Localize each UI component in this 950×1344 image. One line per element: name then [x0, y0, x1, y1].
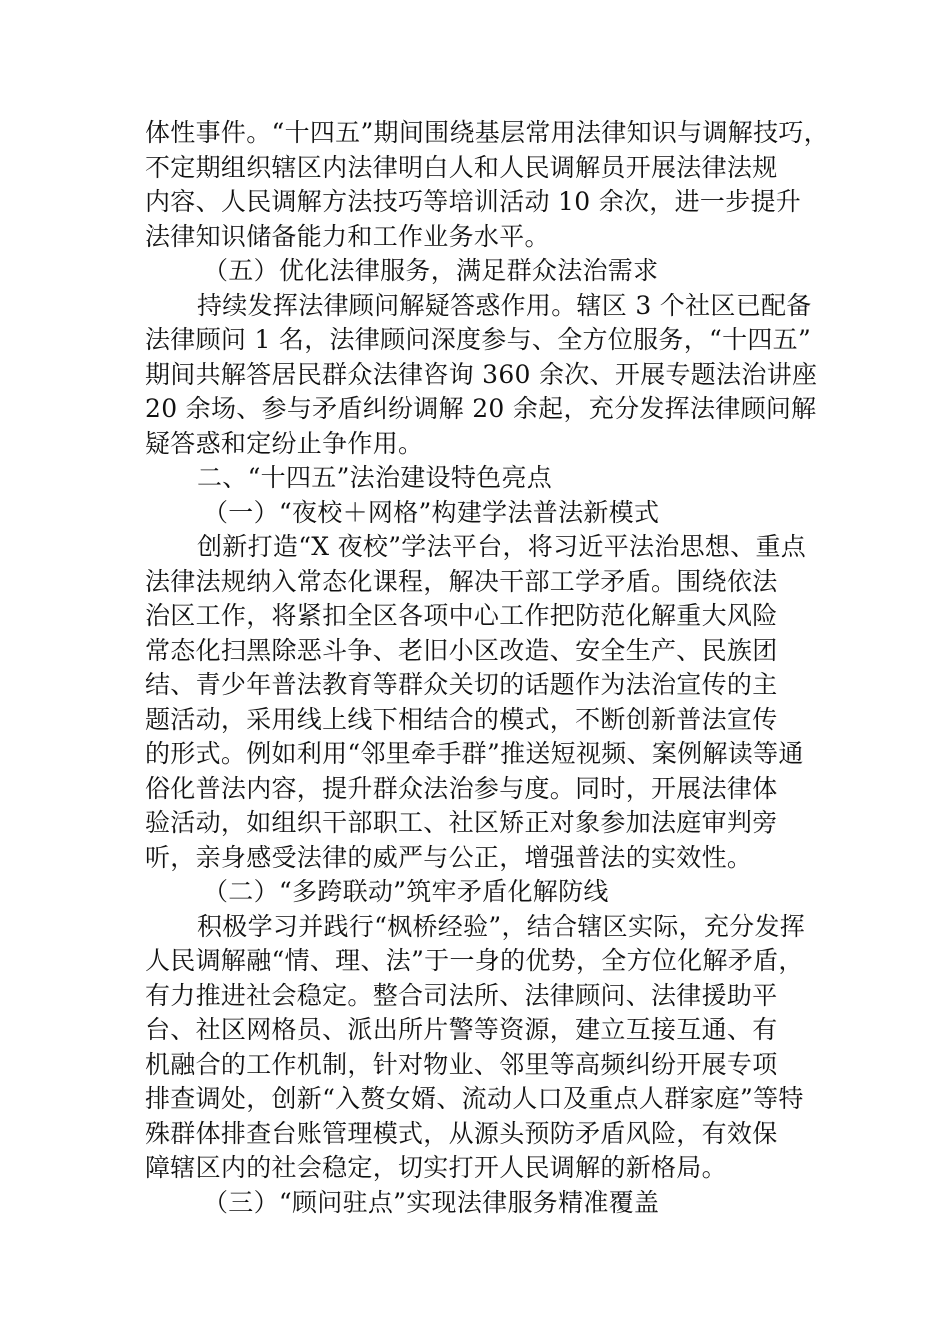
text-line: 20 余场、参与矛盾纠纷调解 20 余起，充分发挥法律顾问解	[145, 394, 817, 423]
document-body	[145, 116, 829, 1220]
section-heading: 二、“十四五”法治建设特色亮点	[197, 463, 553, 492]
text-line: 法律法规纳入常态化课程，解决干部工学矛盾。围绕依法	[145, 566, 778, 596]
text-line: 排查调处，创新“入赘女婿、流动人口及重点人群家庭”等特	[145, 1084, 804, 1113]
text-line: 殊群体排查台账管理模式，从源头预防矛盾风险，有效保	[145, 1118, 778, 1148]
text-line: 期间共解答居民群众法律咨询 360 余次、开展专题法治讲座	[145, 359, 818, 389]
text-line: 疑答惑和定纷止争作用。	[145, 428, 424, 458]
paragraph-first-line: 创新打造“X 夜校”学法平台，将习近平法治思想、重点	[197, 532, 807, 561]
paragraph-first-line: 积极学习并践行“枫桥经验”，结合辖区实际，充分发挥	[197, 911, 806, 941]
section-subheading: （二）“多跨联动”筑牢矛盾化解防线	[203, 877, 609, 906]
text-line: 内容、人民调解方法技巧等培训活动 10 余次，进一步提升	[145, 187, 802, 216]
text-line: 结、青少年普法教育等群众关切的话题作为法治宣传的主	[145, 670, 778, 699]
text-line: 障辖区内的社会稳定，切实打开人民调解的新格局。	[145, 1153, 727, 1182]
section-subheading: （一）“夜校＋网格”构建学法普法新模式	[203, 497, 660, 527]
text-line: 台、社区网格员、派出所片警等资源，建立互接互通、有	[145, 1015, 778, 1044]
text-line: 人民调解融“情、理、法”于一身的优势，全方位化解矛盾，	[145, 946, 804, 975]
section-subheading: （三）“顾问驻点”实现法律服务精准覆盖	[203, 1187, 660, 1217]
text-line: 法律知识储备能力和工作业务水平。	[145, 221, 550, 251]
text-line: 有力推进社会稳定。整合司法所、法律顾问、法律援助平	[145, 980, 778, 1010]
text-line: 常态化扫黑除恶斗争、老旧小区改造、安全生产、民族团	[145, 635, 778, 665]
text-line: 的形式。例如利用“邻里牵手群”推送短视频、案例解读等通	[145, 739, 804, 768]
text-line: 机融合的工作机制，针对物业、邻里等高频纠纷开展专项	[145, 1049, 778, 1079]
text-line: 治区工作，将紧扣全区各项中心工作把防范化解重大风险	[145, 601, 778, 630]
paragraph-first-line: 持续发挥法律顾问解疑答惑作用。辖区 3 个社区已配备	[197, 290, 812, 320]
text-line: 验活动，如组织干部职工、社区矫正对象参加法庭审判旁	[145, 808, 778, 837]
text-line: 题活动，采用线上线下相结合的模式，不断创新普法宣传	[145, 704, 778, 734]
text-line: 不定期组织辖区内法律明白人和人民调解员开展法律法规	[145, 152, 778, 182]
section-subheading: （五）优化法律服务，满足群众法治需求	[203, 256, 659, 285]
text-line: 体性事件。“十四五”期间围绕基层常用法律知识与调解技巧，	[145, 118, 829, 147]
text-line: 法律顾问 1 名，法律顾问深度参与、全方位服务，“十四五”	[145, 325, 812, 354]
text-line: 俗化普法内容，提升群众法治参与度。同时，开展法律体	[145, 773, 778, 803]
text-line: 听，亲身感受法律的威严与公正，增强普法的实效性。	[145, 842, 753, 872]
